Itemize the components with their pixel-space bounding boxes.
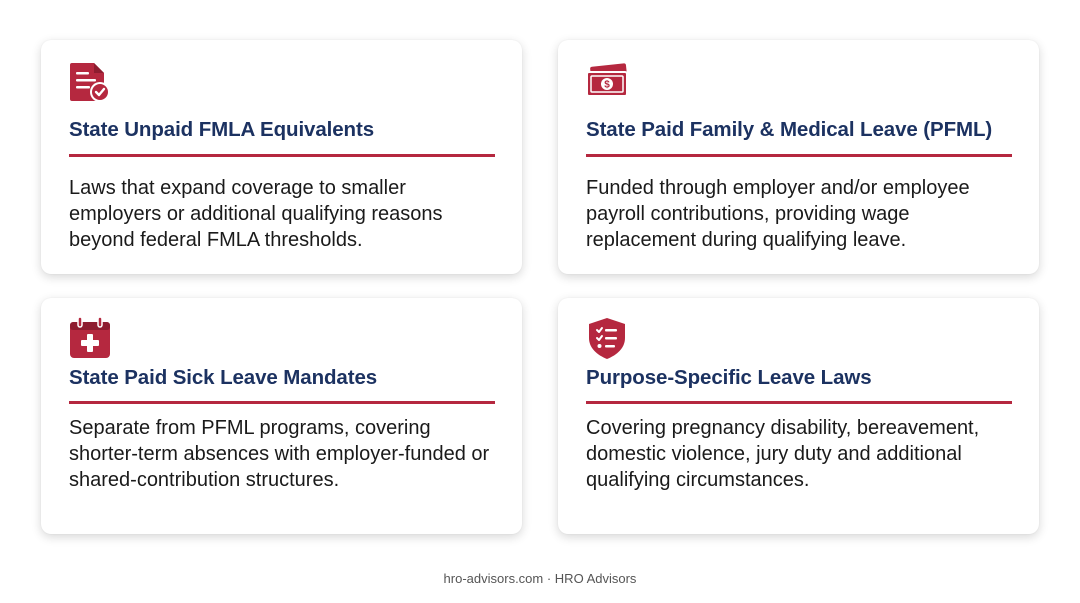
card-divider (586, 154, 1012, 157)
card-divider (586, 401, 1012, 404)
card-title: Purpose-Specific Leave Laws (586, 366, 872, 389)
card-description: Funded through employer and/or employee payroll contributions, providing wage replacement during qualifying leave. (586, 177, 970, 251)
card-purpose-specific-leave (558, 298, 1039, 534)
leave-law-card-grid (41, 40, 1039, 534)
footer-credit: hro-advisors.com · HRO Advisors (443, 571, 637, 586)
money-bill-icon (585, 60, 629, 104)
card-state-paid-pfml (558, 40, 1039, 274)
card-description: Laws that expand coverage to smaller employers or additional qualifying reasons beyond federal FMLA thresholds. (69, 177, 443, 251)
card-title: State Paid Family & Medical Leave (PFML) (586, 118, 993, 141)
card-divider (69, 401, 495, 404)
card-divider (69, 154, 495, 157)
card-title: State Unpaid FMLA Equivalents (69, 118, 375, 141)
svg-text:$: $ (604, 79, 610, 91)
card-state-unpaid-fmla (41, 40, 522, 274)
card-description: Covering pregnancy disability, bereavement, domestic violence, jury duty and additional qualifying circumstances. (586, 417, 980, 491)
card-description: Separate from PFML programs, covering shorter-term absences with employer-funded or shared-contribution structures. (69, 417, 490, 491)
shield-checklist-icon (585, 316, 629, 360)
card-title: State Paid Sick Leave Mandates (69, 366, 378, 389)
card-state-paid-sick-leave (41, 298, 522, 534)
medical-calendar-icon (68, 316, 112, 360)
document-check-icon (68, 60, 112, 104)
